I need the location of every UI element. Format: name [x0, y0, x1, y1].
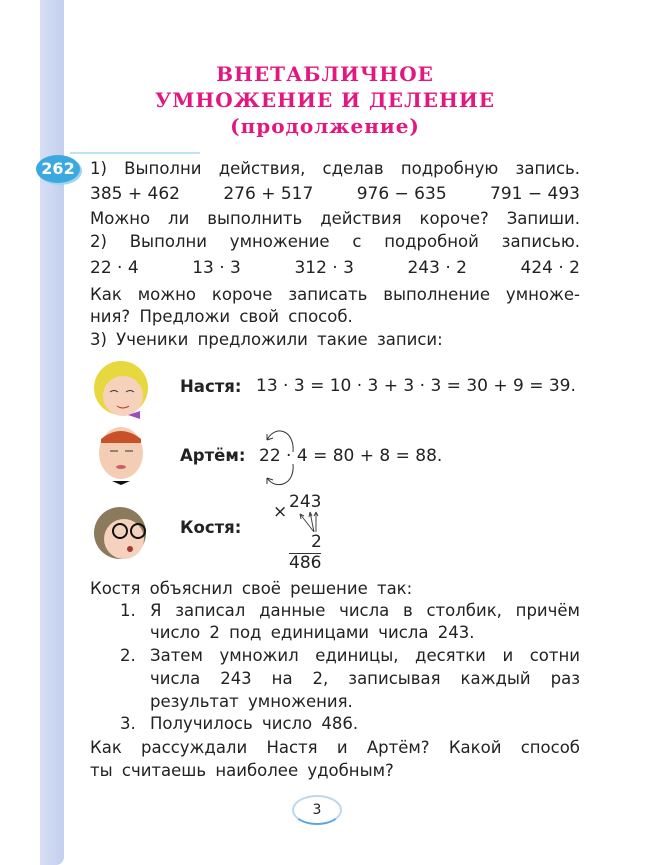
student-name-kostya: Костя:: [180, 518, 242, 537]
task-line: 2) Выполни умножение с подробной записью.: [90, 232, 580, 251]
expression: 424 · 2: [520, 258, 580, 278]
list-number: 2.: [120, 646, 136, 665]
expression: 976 − 635: [356, 184, 447, 204]
column-top-number: 243: [289, 492, 322, 512]
expression: 312 · 3: [294, 258, 354, 278]
artyom-face-illustration: [90, 425, 152, 485]
expression: 791 − 493: [490, 184, 580, 204]
multiply-sign: ×: [273, 502, 288, 522]
task-line: 3) Ученики предложили такие записи:: [90, 330, 443, 349]
title-line-2: УМНОЖЕНИЕ И ДЕЛЕНИЕ: [154, 88, 496, 112]
task-line: Можно ли выполнить действия короче? Запиши.: [90, 209, 580, 228]
kostya-face-illustration: [90, 503, 152, 563]
explain-intro: Костя объяснил своё решение так:: [90, 579, 413, 598]
student-name-nastya: Настя:: [180, 377, 242, 396]
expression: 385 + 462: [90, 184, 180, 204]
title-line-3: (продолжение): [230, 114, 420, 138]
exercise-row-1: [90, 184, 580, 204]
expression: 13 · 3: [192, 258, 241, 278]
list-item-text: Я записал данные числа в столбик, причём: [150, 601, 580, 620]
list-item-text: Затем умножил единицы, десятки и сотни: [150, 646, 580, 665]
expression: 243 · 2: [407, 258, 467, 278]
list-item-text: числа 243 на 2, записывая каждый раз: [150, 669, 580, 688]
expression: 276 + 517: [223, 184, 314, 204]
student-name-artyom: Артём:: [180, 446, 246, 465]
task-line: Как можно короче записать выполнение умноже-: [90, 285, 580, 304]
list-item-text: результат умножения.: [150, 692, 353, 711]
list-item-text: Получилось число 486.: [150, 714, 359, 733]
expression: 22 · 4: [90, 258, 139, 278]
list-number: 3.: [120, 714, 136, 733]
nastya-face-illustration: [90, 360, 152, 420]
list-number: 1.: [120, 601, 136, 620]
task-line: ния? Предложи свой способ.: [90, 307, 353, 326]
divider: [70, 152, 200, 154]
column-bottom-number: 2: [311, 532, 322, 552]
artyom-solution: 22 · 4 = 80 + 8 = 88.: [259, 446, 443, 466]
question-line: Как рассуждали Настя и Артём? Какой способ: [90, 738, 580, 757]
nastya-solution: 13 · 3 = 10 · 3 + 3 · 3 = 30 + 9 = 39.: [256, 376, 576, 396]
task-number-badge: 262: [36, 155, 80, 183]
exercise-row-2: [90, 258, 580, 278]
column-result: 486: [289, 553, 322, 573]
title-line-1: ВНЕТАБЛИЧНОЕ: [216, 62, 434, 86]
list-item-text: число 2 под единицами числа 243.: [150, 623, 475, 642]
question-line: ты считаешь наиболее удобным?: [90, 761, 394, 780]
page-number: 3: [292, 795, 342, 825]
task-line: 1) Выполни действия, сделав подробную запись.: [90, 159, 580, 178]
